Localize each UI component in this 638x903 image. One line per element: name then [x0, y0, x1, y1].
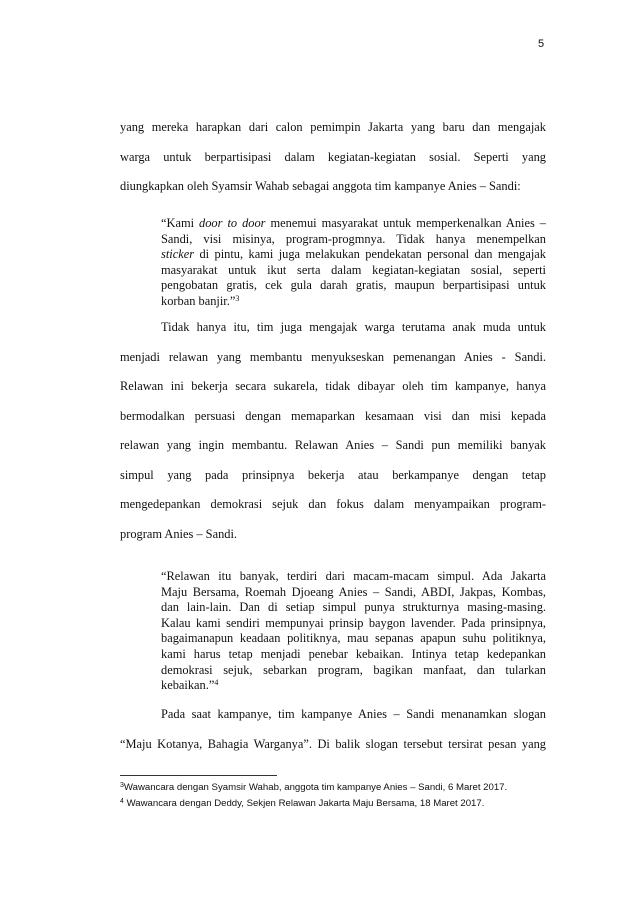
quote-line: Sandi, visi misinya, program-progmnya. Tidak hanya menempelkan [161, 231, 546, 246]
footnote-4 [120, 798, 484, 809]
quote-text: menemui masyarakat untuk memperkenalkan Anies – [265, 216, 546, 230]
quote-line: kami harus tetap menjadi penebar kebaikan. Intinya tetap kedepankan [161, 646, 546, 661]
text-line: bermodalkan persuasi dengan memaparkan kesamaan visi dan misi kepada [120, 408, 546, 423]
text-line: Relawan ini bekerja secara sukarela, tidak dibayar oleh tim kampanye, hanya [120, 379, 546, 393]
text-line: “Maju Kotanya, Bahagia Warganya”. Di balik slogan tersebut tersirat pesan yang [120, 736, 546, 751]
text-line: warga untuk berpartisipasi dalam kegiatan-kegiatan sosial. Seperti yang [120, 149, 546, 164]
quote-line: Maju Bersama, Roemah Djoeang Anies – Sandi, ABDI, Jakpas, Kombas, [161, 584, 546, 599]
quote-text: di pintu, kami juga melakukan pendekatan personal dan mengajak [194, 247, 546, 262]
quote-line [161, 247, 546, 263]
quote-line: demokrasi sejuk, sebarkan program, bagikan manfaat, dan tularkan [161, 662, 546, 677]
footnote-mark: 4 [120, 798, 124, 805]
quote-line [161, 678, 546, 694]
quote-line: masyarakat untuk ikut serta dalam kegiatan-kegiatan sosial, seperti [161, 262, 546, 277]
footnote-ref-4: 4 [214, 678, 219, 688]
text-line: diungkapkan oleh Syamsir Wahab sebagai anggota tim kampanye Anies – Sandi: [120, 179, 521, 193]
text-line: Tidak hanya itu, tim juga mengajak warga terutama anak muda untuk [161, 320, 546, 334]
text-line: program Anies – Sandi. [120, 526, 238, 541]
quote-line: dan lain-lain. Dan di setiap simpul punya strukturnya masing-masing. [161, 600, 546, 615]
block-quote-1 [161, 216, 546, 310]
footnote-mark: 3 [120, 782, 124, 789]
text-line: menjadi relawan yang membantu menyukseskan pemenangan Anies - Sandi. [120, 349, 546, 364]
quote-line [161, 216, 546, 232]
quote-text: kebaikan.” [161, 678, 215, 693]
quote-line: “Relawan itu banyak, terdiri dari macam-macam simpul. Ada Jakarta [161, 569, 546, 583]
text-line: mengedepankan demokrasi sejuk dan fokus dalam menyampaikan program- [120, 497, 546, 511]
quote-line [161, 294, 546, 310]
body-paragraph-3 [120, 700, 546, 759]
body-paragraph-1 [120, 113, 546, 202]
footnote-separator [120, 775, 277, 776]
footnote-ref-3: 3 [235, 293, 240, 303]
quote-line: bagaimanapun keadaan politiknya, mau sepanas apapun suhu politiknya, [161, 631, 546, 646]
footnote-3 [120, 782, 507, 793]
footnote-text: Wawancara dengan Deddy, Sekjen Relawan Jakarta Maju Bersama, 18 Maret 2017. [123, 798, 485, 809]
footnote-text: Wawancara dengan Syamsir Wahab, anggota tim kampanye Anies – Sandi, 6 Maret 2017. [123, 782, 508, 793]
page-number: 5 [538, 38, 545, 50]
text-line: relawan yang ingin membantu. Relawan Anies – Sandi pun memiliki banyak [120, 438, 546, 452]
quote-text: “Kami [161, 216, 200, 230]
quote-line: pengobatan gratis, cek gula darah gratis, maupun berpartisipasi untuk [161, 278, 546, 293]
body-paragraph-2 [120, 313, 546, 549]
quote-emphasis: door to door [199, 216, 266, 230]
quote-text: korban banjir.” [161, 293, 236, 308]
block-quote-2 [161, 569, 546, 694]
text-line: Pada saat kampanye, tim kampanye Anies – Sandi menanamkan slogan [161, 707, 546, 721]
quote-line: Kalau kami sendiri mempunyai prinsip baygon lavender. Pada prinsipnya, [161, 615, 546, 630]
text-line: yang mereka harapkan dari calon pemimpin Jakarta yang baru dan mengajak [120, 120, 546, 134]
quote-emphasis: sticker [161, 247, 195, 262]
text-line: simpul yang pada prinsipnya bekerja atau berkampanye dengan tetap [120, 467, 546, 482]
